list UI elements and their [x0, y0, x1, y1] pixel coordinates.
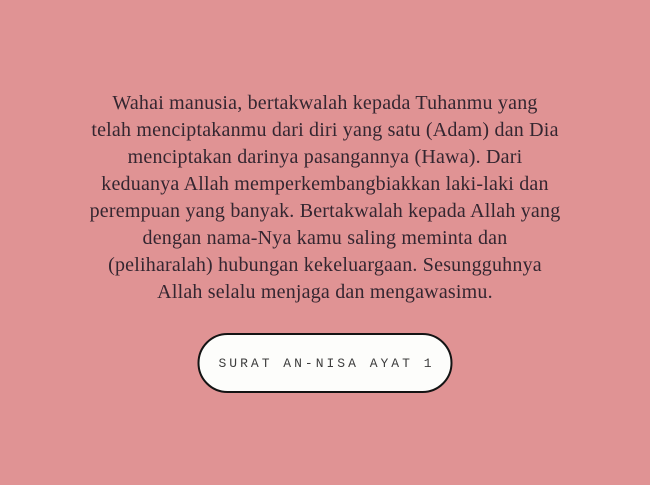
- quote-line: perempuan yang banyak. Bertakwalah kepada Allah yang: [89, 200, 561, 222]
- quote-line: (peliharalah) hubungan kekeluargaan. Sesungguhnya: [108, 254, 542, 276]
- quote-text: [60, 90, 590, 306]
- quote-line: keduanya Allah memperkembangbiakkan laki-laki dan: [101, 173, 549, 195]
- quote-line: Wahai manusia, bertakwalah kepada Tuhanmu yang: [112, 92, 538, 114]
- quote-line: telah menciptakanmu dari diri yang satu (Adam) dan Dia: [91, 119, 559, 141]
- quote-line: Allah selalu menjaga dan mengawasimu.: [157, 281, 493, 303]
- surah-reference-button[interactable]: [198, 333, 453, 393]
- surah-reference-label: SURAT AN-NISA AYAT 1: [218, 355, 435, 371]
- quote-line: dengan nama-Nya kamu saling meminta dan: [142, 227, 508, 249]
- quote-line: menciptakan darinya pasangannya (Hawa). Dari: [127, 146, 523, 168]
